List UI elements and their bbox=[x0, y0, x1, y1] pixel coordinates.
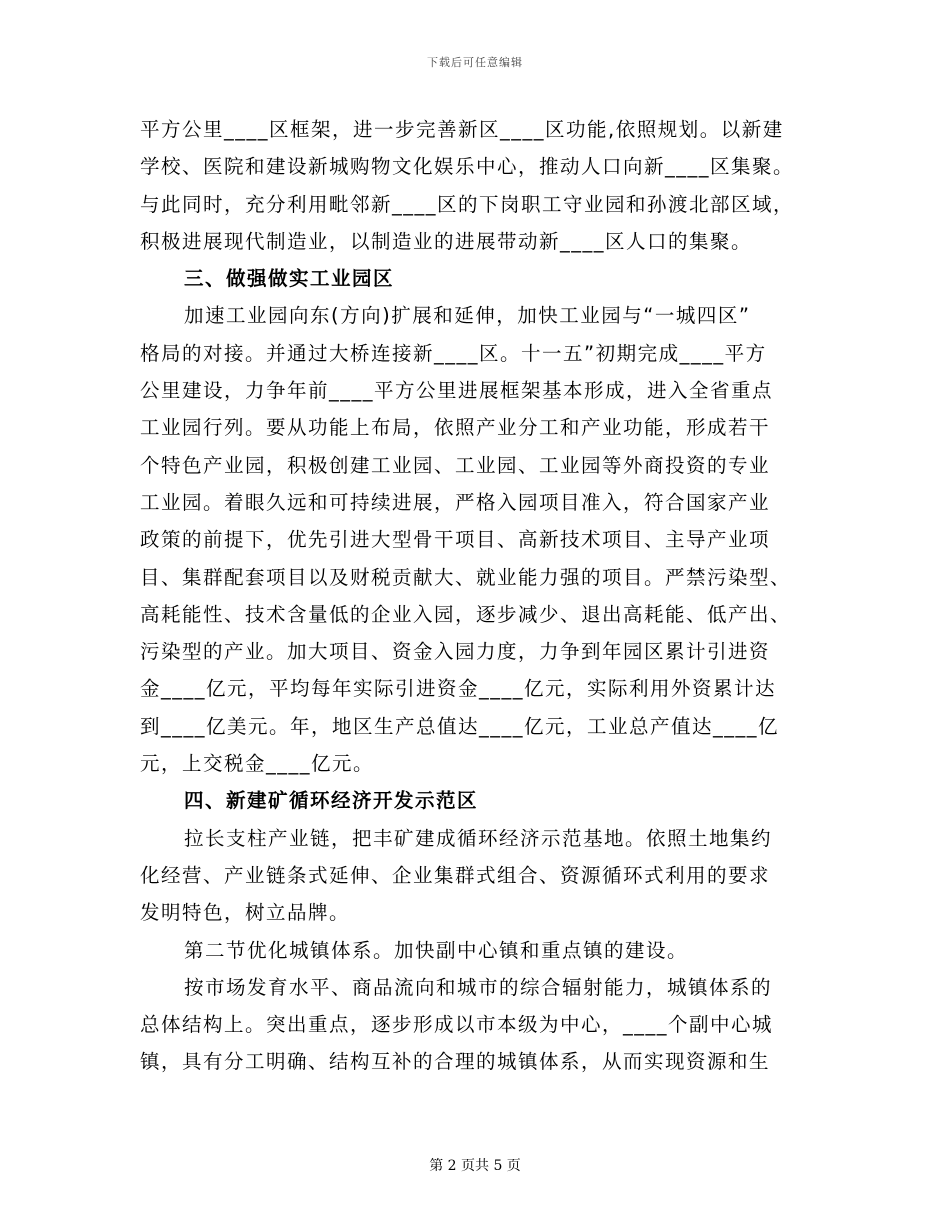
paragraph-first-line: 加速工业园向东(方向)扩展和延伸，加快工业园与“一城四区” bbox=[184, 304, 751, 328]
paragraph-first-line: 按市场发育水平、商品流向和城市的综合辐射能力，城镇体系的 bbox=[184, 975, 773, 999]
body-line: 学校、医院和建设新城购物文化娱乐中心，推动人口向新____区集聚。 bbox=[140, 155, 795, 179]
paragraph-first-line: 拉长支柱产业链，把丰矿建成循环经济示范基地。依照土地集约 bbox=[184, 826, 773, 850]
body-line: 发明特色，树立品牌。 bbox=[140, 901, 351, 925]
section-subheading: 第二节优化城镇体系。加快副中心镇和重点镇的建设。 bbox=[184, 938, 689, 962]
body-line: 格局的对接。并通过大桥连接新____区。十一五”初期完成____平方 bbox=[140, 341, 767, 365]
body-line: 与此同时，充分利用毗邻新____区的下岗职工守业园和孙渡北部区域， bbox=[140, 192, 795, 216]
section-heading: 四、新建矿循环经济开发示范区 bbox=[184, 789, 479, 813]
section-heading: 三、做强做实工业园区 bbox=[184, 267, 395, 291]
body-line: 平方公里____区框架，进一步完善新区____区功能,依照规划。以新建 bbox=[140, 118, 784, 141]
body-line: 政策的前提下，优先引进大型骨干项目、高新技术项目、主导产业项 bbox=[140, 528, 771, 552]
body-line: 工业园。着眼久远和可持续进展，严格入园项目准入，符合国家产业 bbox=[140, 490, 771, 514]
body-line: 积极进展现代制造业，以制造业的进展带动新____区人口的集聚。 bbox=[140, 229, 753, 253]
body-line: 总体结构上。突出重点，逐步形成以市本级为中心，____个副中心城 bbox=[140, 1013, 774, 1037]
body-line: 工业园行列。要从功能上布局，依照产业分工和产业功能，形成若干 bbox=[140, 416, 771, 440]
body-line: 个特色产业园，积极创建工业园、工业园、工业园等外商投资的专业 bbox=[140, 453, 771, 477]
body-line: 镇，具有分工明确、结构互补的合理的城镇体系，从而实现资源和生 bbox=[140, 1050, 771, 1074]
body-line: 目、集群配套项目以及财税贡献大、就业能力强的项目。严禁污染型、 bbox=[140, 565, 792, 589]
body-line: 公里建设，力争年前____平方公里进展框架基本形成，进入全省重点 bbox=[140, 379, 774, 403]
body-line: 金____亿元，平均每年实际引进资金____亿元，实际利用外资累计达 bbox=[140, 677, 777, 701]
body-line: 高耗能性、技术含量低的企业入园，逐步减少、退出高耗能、低产出、 bbox=[140, 602, 792, 626]
page-number-footer: 第 2 页共 5 页 bbox=[429, 1158, 521, 1174]
header-note: 下载后可任意编辑 bbox=[427, 56, 523, 69]
body-line: 到____亿美元。年，地区生产总值达____亿元，工业总产值达____亿 bbox=[140, 714, 780, 738]
body-line: 污染型的产业。加大项目、资金入园力度，力争到年园区累计引进资 bbox=[140, 640, 771, 664]
body-line: 化经营、产业链条式延伸、企业集群式组合、资源循环式利用的要求 bbox=[140, 863, 771, 887]
body-line: 元，上交税金____亿元。 bbox=[140, 752, 375, 776]
document-body bbox=[140, 111, 805, 1081]
